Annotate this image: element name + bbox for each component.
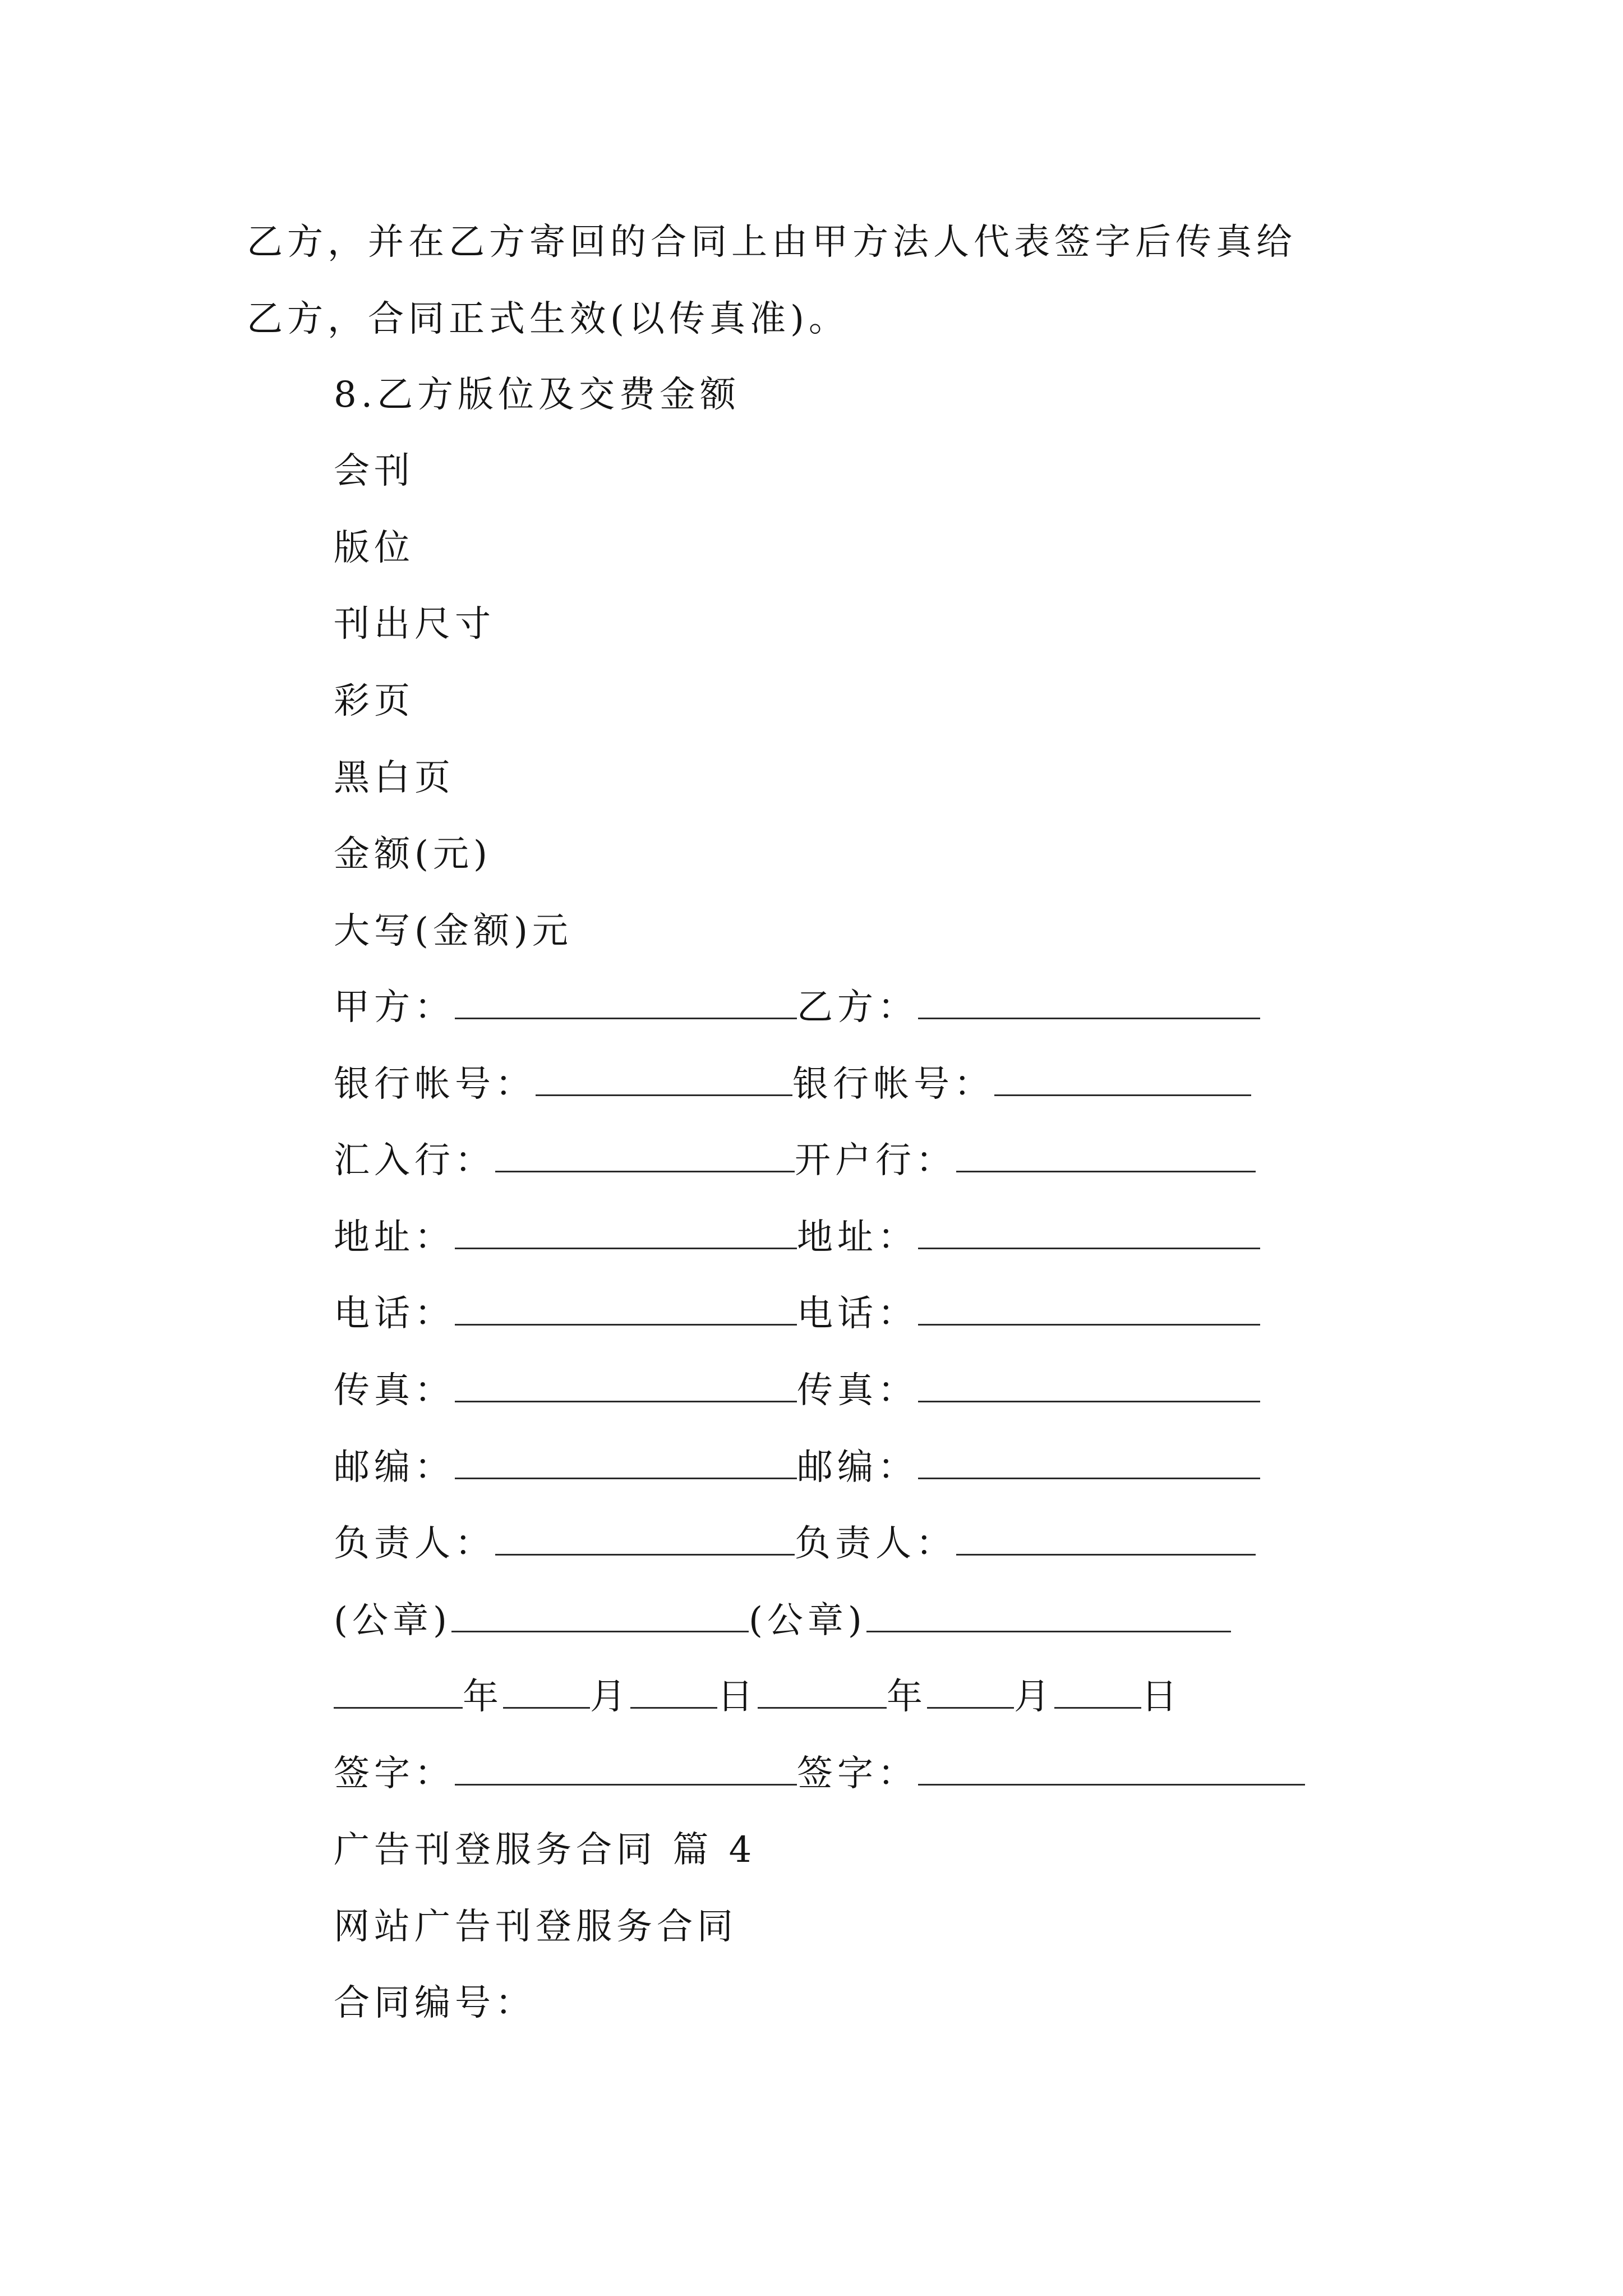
form-row-seal [334,1598,1231,1643]
form-row-bank [334,1138,1256,1183]
item-caiye: 彩页 [334,680,414,722]
blank-huiruhang[interactable] [495,1139,795,1172]
blank-postcode-right[interactable] [918,1446,1260,1479]
blank-day-right[interactable] [1054,1676,1141,1709]
blank-phone-left[interactable] [455,1292,797,1326]
blank-year-right[interactable] [758,1676,887,1709]
blank-month-right[interactable] [927,1676,1014,1709]
label-huiruhang: 汇入行： [334,1140,495,1181]
label-signature-left: 签字： [334,1753,455,1795]
label-postcode-right: 邮编： [797,1447,918,1488]
item-daxie-jine: 大写(金额)元 [334,910,573,952]
blank-seal-left[interactable] [451,1599,749,1632]
section-8-heading: 8.乙方版位及交费金额 [334,374,741,416]
next-section-title: 广告刊登服务合同 篇 4 [334,1829,757,1871]
label-day-right: 日 [1141,1676,1182,1718]
label-phone-right: 电话： [797,1293,918,1335]
label-bank-account-right: 银行帐号： [792,1064,994,1105]
blank-fax-right[interactable] [918,1369,1260,1402]
contract-number-label: 合同编号： [334,1982,536,2024]
blank-responsible-right[interactable] [956,1522,1256,1556]
form-row-signature [334,1751,1305,1796]
form-row-postcode [334,1445,1260,1490]
blank-bank-account-left[interactable] [536,1063,792,1096]
blank-address-left[interactable] [455,1216,797,1249]
form-row-party [334,985,1260,1030]
blank-signature-right[interactable] [918,1752,1305,1786]
label-postcode-left: 邮编： [334,1447,455,1488]
blank-phone-right[interactable] [918,1292,1260,1326]
label-jiafang: 甲方： [334,987,455,1028]
form-row-phone [334,1291,1260,1336]
label-responsible-left: 负责人： [334,1523,495,1565]
label-year-left: 年 [463,1676,503,1718]
item-jine: 金额(元) [334,834,492,875]
blank-signature-left[interactable] [455,1752,797,1786]
blank-address-right[interactable] [918,1216,1260,1249]
form-row-responsible [334,1521,1256,1566]
label-fax-right: 传真： [797,1370,918,1411]
label-day-left: 日 [717,1676,758,1718]
blank-responsible-left[interactable] [495,1522,795,1556]
label-address-left: 地址： [334,1217,455,1258]
item-heibaiye: 黑白页 [334,757,455,799]
blank-day-left[interactable] [630,1676,717,1709]
label-month-left: 月 [590,1676,630,1718]
blank-kaihuhang[interactable] [956,1139,1256,1172]
blank-jiafang[interactable] [455,986,797,1019]
paragraph-line-1: 乙方，并在乙方寄回的合同上由甲方法人代表签字后传真给 [247,222,1297,263]
blank-yifang[interactable] [918,986,1260,1019]
blank-month-left[interactable] [503,1676,590,1709]
label-month-right: 月 [1014,1676,1054,1718]
blank-year-left[interactable] [334,1676,463,1709]
label-seal-right: (公章) [748,1600,866,1641]
blank-seal-right[interactable] [866,1599,1231,1632]
form-row-date [334,1674,1182,1719]
blank-fax-left[interactable] [455,1369,797,1402]
form-row-fax [334,1368,1260,1413]
label-address-right: 地址： [797,1217,918,1258]
label-fax-left: 传真： [334,1370,455,1411]
item-banwei: 版位 [334,527,414,569]
form-row-address [334,1215,1260,1260]
blank-postcode-left[interactable] [455,1446,797,1479]
label-phone-left: 电话： [334,1293,455,1335]
form-row-account [334,1062,1251,1107]
item-huikan: 会刊 [334,450,414,492]
label-bank-account-left: 银行帐号： [334,1064,536,1105]
item-kanchu-chicun: 刊出尺寸 [334,604,495,645]
label-kaihuhang: 开户行： [795,1140,956,1181]
label-seal-left: (公章) [334,1600,451,1641]
blank-bank-account-right[interactable] [994,1063,1251,1096]
next-section-subtitle: 网站广告刊登服务合同 [334,1906,737,1948]
label-year-right: 年 [887,1676,927,1718]
label-signature-right: 签字： [797,1753,918,1795]
paragraph-line-2: 乙方，合同正式生效(以传真准)。 [247,298,849,340]
label-yifang: 乙方： [797,987,918,1028]
label-responsible-right: 负责人： [795,1523,956,1565]
